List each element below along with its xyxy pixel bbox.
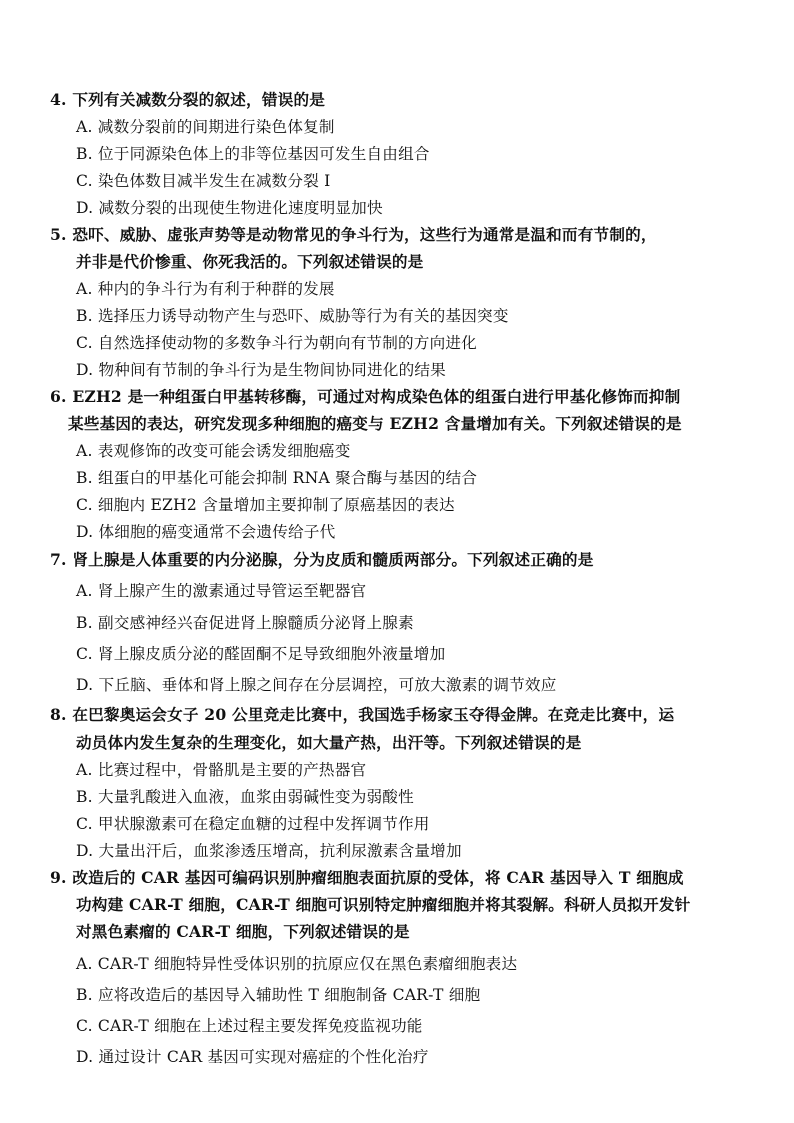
question-7-option-d: D. 下丘脑、垂体和肾上腺之间存在分层调控，可放大激素的调节效应 [76,676,557,694]
question-9-option-c: C. CAR-T 细胞在上述过程主要发挥免疫监视功能 [76,1017,423,1035]
question-9-stem-line-1: 9. 改造后的 CAR 基因可编码识别肿瘤细胞表面抗原的受体，将 CAR 基因导入 T 细胞成 [50,868,684,887]
question-9-number: 9. [50,868,67,887]
question-5-option-b: B. 选择压力诱导动物产生与恐吓、威胁等行为有关的基因突变 [76,307,509,325]
question-8-option-b: B. 大量乳酸进入血液，血浆由弱碱性变为弱酸性 [76,788,414,806]
question-8-option-d: D. 大量出汗后，血浆渗透压增高，抗利尿激素含量增加 [76,842,462,860]
question-6-option-d: D. 体细胞的癌变通常不会遗传给子代 [76,523,336,541]
question-7-stem-line-1: 7. 肾上腺是人体重要的内分泌腺，分为皮质和髓质两部分。下列叙述正确的是 [50,550,594,569]
question-8-number: 8. [50,705,67,724]
question-6-option-c: C. 细胞内 EZH2 含量增加主要抑制了原癌基因的表达 [76,496,455,514]
question-9-option-a: A. CAR-T 细胞特异性受体识别的抗原应仅在黑色素瘤细胞表达 [76,955,518,973]
question-9-stem-line-3: 对黑色素瘤的 CAR-T 细胞，下列叙述错误的是 [76,922,410,941]
question-7-option-b: B. 副交感神经兴奋促进肾上腺髓质分泌肾上腺素 [76,614,414,632]
question-4-option-c: C. 染色体数目减半发生在减数分裂 Ⅰ [76,172,331,190]
question-6-number: 6. [50,387,67,406]
question-4-option-a: A. 减数分裂前的间期进行染色体复制 [76,118,335,136]
question-7-option-c: C. 肾上腺皮质分泌的醛固酮不足导致细胞外液量增加 [76,645,446,663]
question-5-option-c: C. 自然选择使动物的多数争斗行为朝向有节制的方向进化 [76,334,477,352]
question-7-option-a: A. 肾上腺产生的激素通过导管运至靶器官 [76,582,367,600]
question-5-option-a: A. 种内的争斗行为有利于种群的发展 [76,280,335,298]
question-4-option-d: D. 减数分裂的出现使生物进化速度明显加快 [76,199,383,217]
question-9-option-b: B. 应将改造后的基因导入辅助性 T 细胞制备 CAR-T 细胞 [76,986,481,1004]
question-5-option-d: D. 物种间有节制的争斗行为是生物间协同进化的结果 [76,361,446,379]
question-4-number: 4. [50,90,67,109]
question-6-option-a: A. 表观修饰的改变可能会诱发细胞癌变 [76,442,351,460]
question-9-option-d: D. 通过设计 CAR 基因可实现对癌症的个性化治疗 [76,1048,429,1066]
question-5-stem-line-1: 5. 恐吓、威胁、虚张声势等是动物常见的争斗行为，这些行为通常是温和而有节制的， [50,225,657,244]
question-9-stem-line-2: 功构建 CAR-T 细胞，CAR-T 细胞可识别特定肿瘤细胞并将其裂解。科研人员拟开发针 [76,895,691,914]
question-8-option-c: C. 甲状腺激素可在稳定血糖的过程中发挥调节作用 [76,815,430,833]
question-6-stem-line-2: 某些基因的表达，研究发现多种细胞的癌变与 EZH2 含量增加有关。下列叙述错误的是 [68,414,682,433]
question-8-stem-line-2: 动员体内发生复杂的生理变化，如大量产热，出汗等。下列叙述错误的是 [76,733,582,752]
question-8-option-a: A. 比赛过程中，骨骼肌是主要的产热器官 [76,761,367,779]
question-5-stem-line-2: 并非是代价惨重、你死我活的。下列叙述错误的是 [76,252,424,271]
question-4-option-b: B. 位于同源染色体上的非等位基因可发生自由组合 [76,145,430,163]
question-5-number: 5. [50,225,67,244]
question-7-number: 7. [50,550,67,569]
question-6-stem-line-1: 6. EZH2 是一种组蛋白甲基转移酶，可通过对构成染色体的组蛋白进行甲基化修饰而抑制 [50,387,681,406]
question-4-stem-line-1: 4. 下列有关减数分裂的叙述，错误的是 [50,90,326,109]
question-8-stem-line-1: 8. 在巴黎奥运会女子 20 公里竞走比赛中，我国选手杨家玉夺得金牌。在竞走比赛中，运 [50,705,675,724]
question-6-option-b: B. 组蛋白的甲基化可能会抑制 RNA 聚合酶与基因的结合 [76,469,478,487]
